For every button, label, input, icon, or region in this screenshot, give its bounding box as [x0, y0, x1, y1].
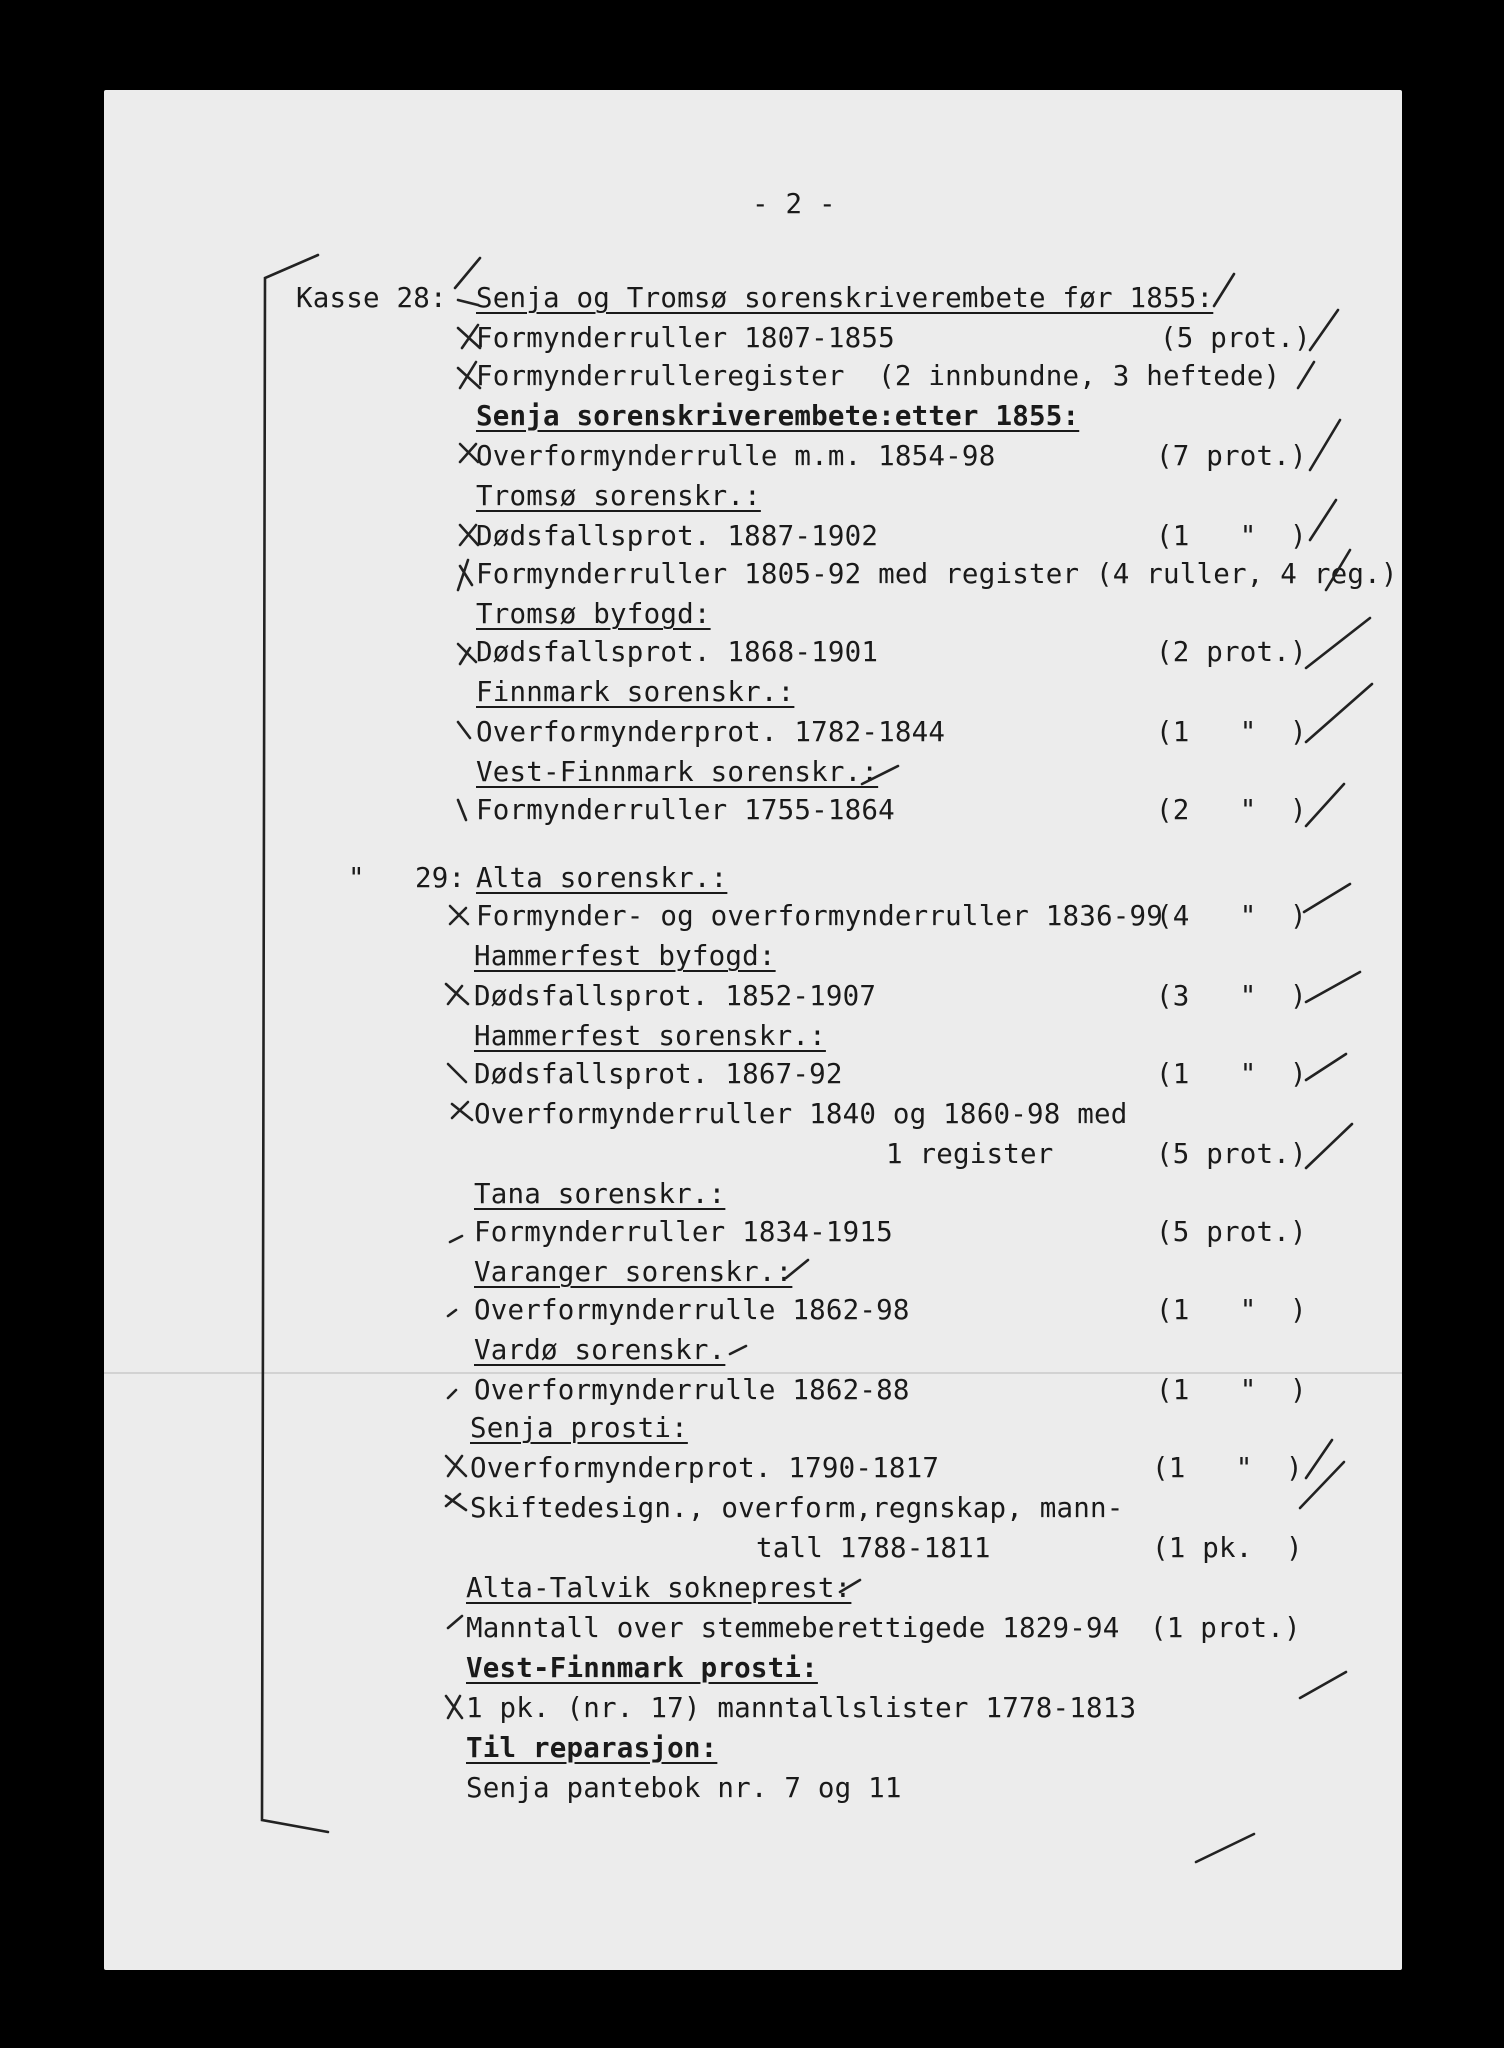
heading-tromso-byfogd: Tromsø byfogd:	[476, 598, 711, 630]
entry-volume: (5 prot.)	[1160, 322, 1311, 354]
entry-text: Dødsfallsprot. 1868-1901	[476, 636, 879, 668]
heading-finnmark-sorenskr: Finnmark sorenskr.:	[476, 676, 795, 708]
entry-text: Formynderrulleregister (2 innbundne, 3 heftede)	[476, 360, 1281, 392]
entry-volume: (2 " )	[1156, 794, 1307, 826]
entry-text: Senja pantebok nr. 7 og 11	[466, 1772, 902, 1804]
entry-volume: (5 prot.)	[1156, 1138, 1307, 1170]
heading-vardo-sorenskr: Vardø sorenskr.	[474, 1334, 726, 1366]
entry-text: Overformynderrulle 1862-98	[474, 1294, 910, 1326]
entry-volume: (1 pk. )	[1152, 1532, 1303, 1564]
entry-text: Overformynderrulle 1862-88	[474, 1374, 910, 1406]
entry-text: 1 pk. (nr. 17) manntallslister 1778-1813	[466, 1692, 1137, 1724]
entry-text: Dødsfallsprot. 1867-92	[474, 1058, 843, 1090]
entry-volume: (2 prot.)	[1156, 636, 1307, 668]
heading-senja-sorenskriverembete-etter: Senja sorenskriverembete:etter 1855:	[476, 400, 1080, 432]
entry-text: Formynder- og overformynderruller 1836-99	[476, 900, 1164, 932]
entry-volume: (1 " )	[1152, 1452, 1303, 1484]
entry-text: Overformynderrulle m.m. 1854-98	[476, 440, 996, 472]
heading-tromso-sorenskr: Tromsø sorenskr.:	[476, 480, 761, 512]
heading-vest-finnmark-sorenskr: Vest-Finnmark sorenskr.:	[476, 756, 879, 788]
heading-alta-sorenskr: Alta sorenskr.:	[476, 862, 728, 894]
kasse-29-label: " 29:	[348, 862, 466, 894]
entry-volume: (4 " )	[1156, 900, 1307, 932]
heading-hammerfest-byfogd: Hammerfest byfogd:	[474, 940, 776, 972]
entry-volume: (5 prot.)	[1156, 1216, 1307, 1248]
entry-volume: (1 " )	[1156, 716, 1307, 748]
entry-volume: (1 prot.)	[1150, 1612, 1301, 1644]
entry-text: Formynderruller 1805-92 med register (4 ruller, 4 reg.)	[476, 558, 1398, 590]
entry-text: Dødsfallsprot. 1852-1907	[474, 980, 877, 1012]
entry-volume: (1 " )	[1156, 1294, 1307, 1326]
entry-text: Formynderruller 1755-1864	[476, 794, 895, 826]
entry-text: 1 register	[886, 1138, 1054, 1170]
entry-text: Overformynderruller 1840 og 1860-98 med	[474, 1098, 1128, 1130]
heading-vest-finnmark-prosti: Vest-Finnmark prosti:	[466, 1652, 818, 1684]
kasse-28-label: Kasse 28:	[296, 282, 447, 314]
entry-text: Dødsfallsprot. 1887-1902	[476, 520, 879, 552]
heading-hammerfest-sorenskr: Hammerfest sorenskr.:	[474, 1020, 826, 1052]
entry-volume: (1 " )	[1156, 1374, 1307, 1406]
heading-varanger-sorenskr: Varanger sorenskr.:	[474, 1256, 793, 1288]
entry-volume: (1 " )	[1156, 1058, 1307, 1090]
heading-til-reparasjon: Til reparasjon:	[466, 1732, 718, 1764]
entry-text: Formynderruller 1834-1915	[474, 1216, 893, 1248]
entry-text: Overformynderprot. 1782-1844	[476, 716, 946, 748]
entry-volume: (3 " )	[1156, 980, 1307, 1012]
heading-alta-talvik-sokneprest: Alta-Talvik sokneprest:	[466, 1572, 852, 1604]
entry-text: Overformynderprot. 1790-1817	[470, 1452, 940, 1484]
entry-text: Formynderruller 1807-1855	[476, 322, 895, 354]
entry-text: tall 1788-1811	[756, 1532, 991, 1564]
heading-senja-tromso-sorenskriverembete: Senja og Tromsø sorenskriverembete før 1855:	[476, 282, 1214, 314]
page-number: - 2 -	[752, 188, 836, 220]
entry-volume: (7 prot.)	[1156, 440, 1307, 472]
heading-senja-prosti: Senja prosti:	[470, 1412, 688, 1444]
heading-tana-sorenskr: Tana sorenskr.:	[474, 1178, 726, 1210]
entry-volume: (1 " )	[1156, 520, 1307, 552]
entry-text: Manntall over stemmeberettigede 1829-94	[466, 1612, 1120, 1644]
entry-text: Skiftedesign., overform,regnskap, mann-	[470, 1492, 1124, 1524]
